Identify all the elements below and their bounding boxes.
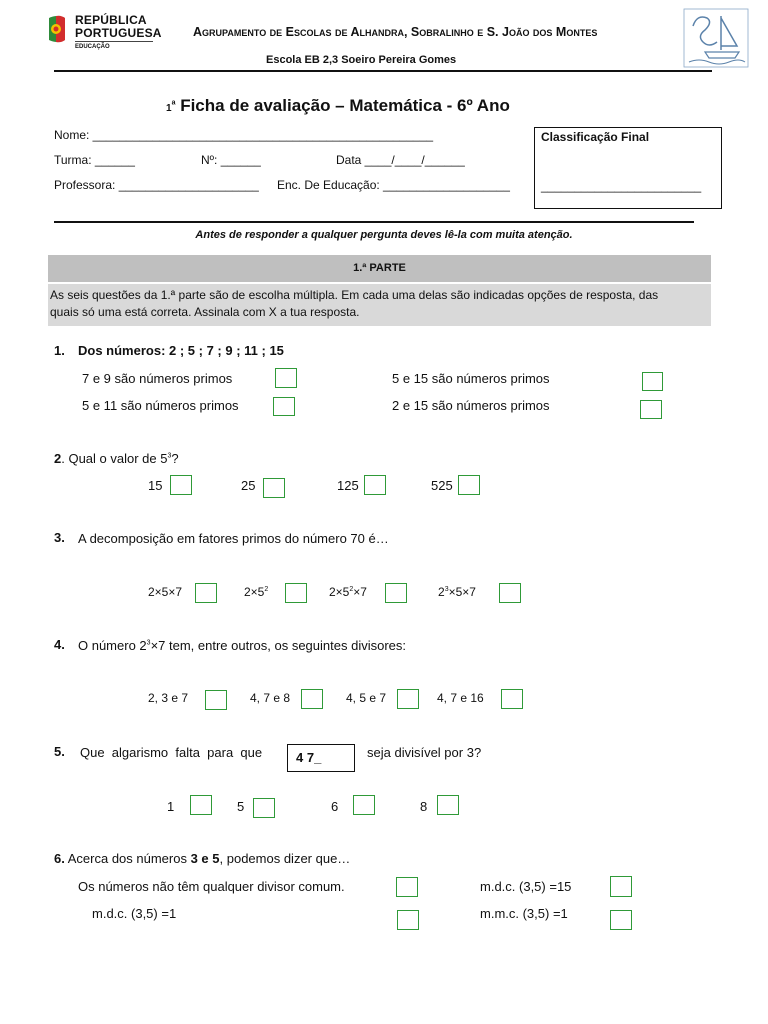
nome-field[interactable]: Nome: ___________________________________________________ <box>54 128 434 142</box>
q6-number: 6. <box>54 851 65 866</box>
q4-text-a: O número 2 <box>78 638 147 653</box>
q4-option-c: 4, 5 e 7 <box>346 691 387 705</box>
part-desc-line1: As seis questões da 1.ª parte são de escolha múltipla. Em cada uma delas são indicadas opções de resposta, das <box>50 288 659 302</box>
part-header <box>48 255 711 282</box>
q2-option-a: 15 <box>148 478 163 493</box>
q2-exp: 3 <box>167 452 172 460</box>
q1-checkbox-d[interactable] <box>640 400 662 419</box>
q6-checkbox-b[interactable] <box>610 876 632 897</box>
q3-opt3-exp: 2 <box>349 586 354 593</box>
q3-option-b <box>244 585 268 599</box>
q3-checkbox-d[interactable] <box>499 583 521 603</box>
q5-number: 5. <box>54 744 65 759</box>
q6-option-a: Os números não têm qualquer divisor comum. <box>78 879 345 894</box>
part-title: 1.ª PARTE <box>353 262 406 274</box>
q3-opt2-exp: 2 <box>264 586 269 593</box>
q5-text-a: Que algarismo falta para que <box>80 745 263 760</box>
q1-number: 1. <box>54 343 65 358</box>
q2-checkbox-b[interactable] <box>263 478 285 498</box>
q5-option-d: 8 <box>420 799 428 814</box>
classificacao-label: Classificação Final <box>541 130 650 144</box>
q3-opt4-exp: 3 <box>444 586 449 593</box>
q5-checkbox-a[interactable] <box>190 795 212 815</box>
q4-text-b: ×7 tem, entre outros, os seguintes divisores: <box>150 638 406 653</box>
q2-text-a: . Qual o valor de 5 <box>61 451 168 466</box>
republica-line2: PORTUGUESA <box>75 26 162 40</box>
turma-field[interactable]: Turma: ______ <box>54 153 135 167</box>
q2-option-d: 525 <box>431 478 453 493</box>
professora-field[interactable]: Professora: _____________________ <box>54 178 259 192</box>
enc-educacao-field[interactable]: Enc. De Educação: ___________________ <box>277 178 510 192</box>
q5-checkbox-b[interactable] <box>253 798 275 818</box>
q1-text: Dos números: 2 ; 5 ; 7 ; 9 ; 11 ; 15 <box>78 343 284 358</box>
q6-text-a: Acerca dos números <box>67 851 191 866</box>
classificacao-box <box>534 127 722 209</box>
q1-option-c: 5 e 11 são números primos <box>82 398 239 413</box>
q3-opt4-b: ×5×7 <box>448 585 476 599</box>
q3-opt3-a: 2×5 <box>329 585 350 599</box>
q4-option-b: 4, 7 e 8 <box>250 691 291 705</box>
q3-opt4-a: 2 <box>438 585 445 599</box>
q1-checkbox-c[interactable] <box>273 397 295 416</box>
q6-option-b: m.d.c. (3,5) =15 <box>480 879 572 894</box>
q6-checkbox-c[interactable] <box>397 910 419 930</box>
title-num: 1 <box>166 103 172 114</box>
q5-number-box: 4 7_ <box>287 744 355 772</box>
q3-text: A decomposição em fatores primos do número 70 é… <box>78 531 389 546</box>
portugal-flag-icon <box>47 14 67 44</box>
q6-text-b: , podemos dizer que… <box>219 851 351 866</box>
q2-option-b: 25 <box>241 478 256 493</box>
q2-checkbox-d[interactable] <box>458 475 480 495</box>
part-desc-line2: quais só uma está correta. Assinala com X a tua resposta. <box>50 305 360 319</box>
title-text: Ficha de avaliação – Matemática - 6º Ano <box>180 96 510 115</box>
q4-checkbox-b[interactable] <box>301 689 323 709</box>
republica-line1: REPÚBLICA <box>75 13 147 27</box>
numero-field[interactable]: Nº: ______ <box>201 153 261 167</box>
instruction-text: Antes de responder a qualquer pergunta deves lê-la com muita atenção. <box>195 229 573 241</box>
q6-checkbox-a[interactable] <box>396 877 418 897</box>
part-description <box>48 284 711 326</box>
q4-checkbox-d[interactable] <box>501 689 523 709</box>
q5-option-c: 6 <box>331 799 339 814</box>
q2-checkbox-c[interactable] <box>364 475 386 495</box>
q6-option-d: m.m.c. (3,5) =1 <box>480 906 568 921</box>
q4-checkbox-c[interactable] <box>397 689 419 709</box>
q3-checkbox-a[interactable] <box>195 583 217 603</box>
q2-text-b: ? <box>171 451 179 466</box>
q5-text-b: seja divisível por 3? <box>367 745 482 760</box>
agrupamento-name: Agrupamento de Escolas de Alhandra, Sobralinho e S. João dos Montes <box>193 25 598 39</box>
title-ord: a <box>171 99 176 107</box>
q3-option-d <box>438 585 476 599</box>
q1-option-d: 2 e 15 são números primos <box>392 398 550 413</box>
q2-number: 2 <box>54 451 62 466</box>
q1-checkbox-a[interactable] <box>275 368 297 388</box>
q4-option-d: 4, 7 e 16 <box>437 691 484 705</box>
q4-exp: 3 <box>146 639 151 647</box>
q4-checkbox-a[interactable] <box>205 690 227 710</box>
q6-text <box>54 851 350 866</box>
page-title <box>166 96 510 116</box>
q6-checkbox-d[interactable] <box>610 910 632 930</box>
q3-number: 3. <box>54 530 65 545</box>
q2-checkbox-a[interactable] <box>170 475 192 495</box>
q3-opt3-b: ×7 <box>353 585 367 599</box>
classificacao-line[interactable]: ________________________ <box>541 179 702 193</box>
q1-option-b: 5 e 15 são números primos <box>392 371 550 386</box>
q3-option-a: 2×5×7 <box>148 585 183 599</box>
q5-option-a: 1 <box>167 799 175 814</box>
q4-option-a: 2, 3 e 7 <box>148 691 189 705</box>
q3-option-c <box>329 585 367 599</box>
q2-text <box>54 451 179 466</box>
q3-opt2-base: 2×5 <box>244 585 265 599</box>
q5-option-b: 5 <box>237 799 245 814</box>
q3-checkbox-b[interactable] <box>285 583 307 603</box>
q5-checkbox-c[interactable] <box>353 795 375 815</box>
q2-option-c: 125 <box>337 478 359 493</box>
data-field[interactable]: Data ____/____/______ <box>336 153 465 167</box>
q1-checkbox-b[interactable] <box>642 372 663 391</box>
q5-checkbox-d[interactable] <box>437 795 459 815</box>
q6-bold: 3 e 5 <box>190 851 220 866</box>
q1-option-a: 7 e 9 são números primos <box>82 371 233 386</box>
school-logo-icon <box>683 8 749 68</box>
q4-text <box>78 638 406 653</box>
q3-checkbox-c[interactable] <box>385 583 407 603</box>
q6-option-c: m.d.c. (3,5) =1 <box>92 906 177 921</box>
school-name: Escola EB 2,3 Soeiro Pereira Gomes <box>266 54 457 66</box>
republica-line3: EDUCAÇÃO <box>75 44 110 50</box>
q4-number: 4. <box>54 637 65 652</box>
